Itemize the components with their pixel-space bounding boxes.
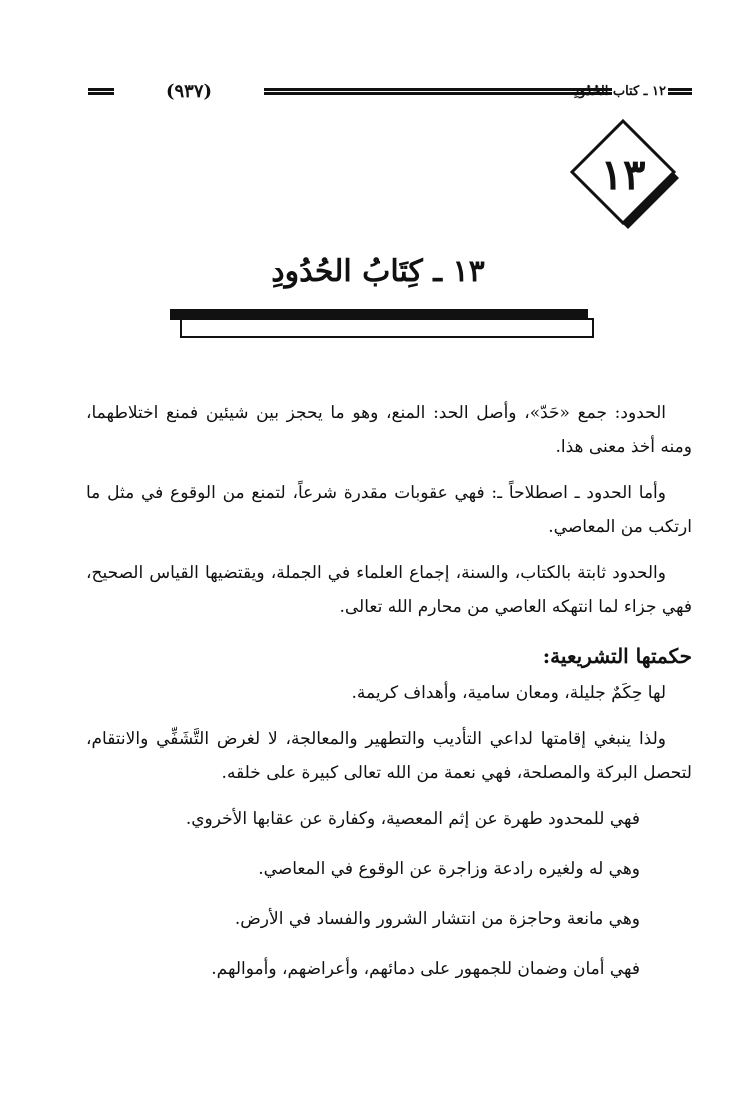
list-item: فهي للمحدود طهرة عن إثم المعصية، وكفارة عن عقابها الأخروي. xyxy=(185,809,640,829)
section-heading: حكمتها التشريعية: xyxy=(542,644,692,668)
running-header xyxy=(88,78,692,108)
page-body xyxy=(86,396,692,1002)
title-bar-solid xyxy=(170,309,588,320)
chapter-number-badge xyxy=(566,118,684,236)
title-underline-bar xyxy=(170,309,596,341)
paragraph-evidence: والحدود ثابتة بالكتاب، والسنة، إجماع العلماء في الجملة، ويقتضيها القياس الصحيح، فهي جزاء لما انتهكه العاصي من محارم الله تعالى. xyxy=(86,563,692,617)
header-rule-left xyxy=(88,88,114,95)
list-item: فهي أمان وضمان للجمهور على دمائهم، وأعراضهم، وأموالهم. xyxy=(211,959,640,979)
header-rule-middle xyxy=(264,88,612,95)
title-bar-outline xyxy=(180,318,594,338)
header-rule-right xyxy=(668,88,692,95)
paragraph-wisdom-intro: لها حِكَمٌ جليلة، ومعان سامية، وأهداف كريمة. xyxy=(351,683,666,703)
list-item: وهي مانعة وحاجزة من انتشار الشرور والفساد في الأرض. xyxy=(234,909,640,929)
page-number: (٩٣٧) xyxy=(165,81,213,102)
paragraph-definition: الحدود: جمع «حَدّ»، وأصل الحد: المنع، وهو ما يحجز بين شيئين فمنع اختلاطهما، ومنه أخذ معنى هذا. xyxy=(86,403,692,457)
running-title: ١٢ ـ كتاب الحُدُودِ xyxy=(573,84,666,99)
paragraph-terminology: وأما الحدود ـ اصطلاحاً ـ: فهي عقوبات مقدرة شرعاً، لتمنع من الوقوع في مثل ما ارتكب من المعاصي. xyxy=(86,483,692,537)
chapter-title: ١٣ ـ كِتَابُ الحُدُودِ xyxy=(271,254,485,289)
list-item: وهي له ولغيره رادعة وزاجرة عن الوقوع في المعاصي. xyxy=(258,859,640,879)
chapter-number: ١٣ xyxy=(600,150,646,199)
paragraph-wisdom-purpose: ولذا ينبغي إقامتها لداعي التأديب والتطهير والمعالجة، لا لغرض التَّشَفِّي والانتقام، لتحصل البركة والمصلحة، فهي نعمة من الله تعالى كبيرة على خلقه. xyxy=(86,729,692,783)
